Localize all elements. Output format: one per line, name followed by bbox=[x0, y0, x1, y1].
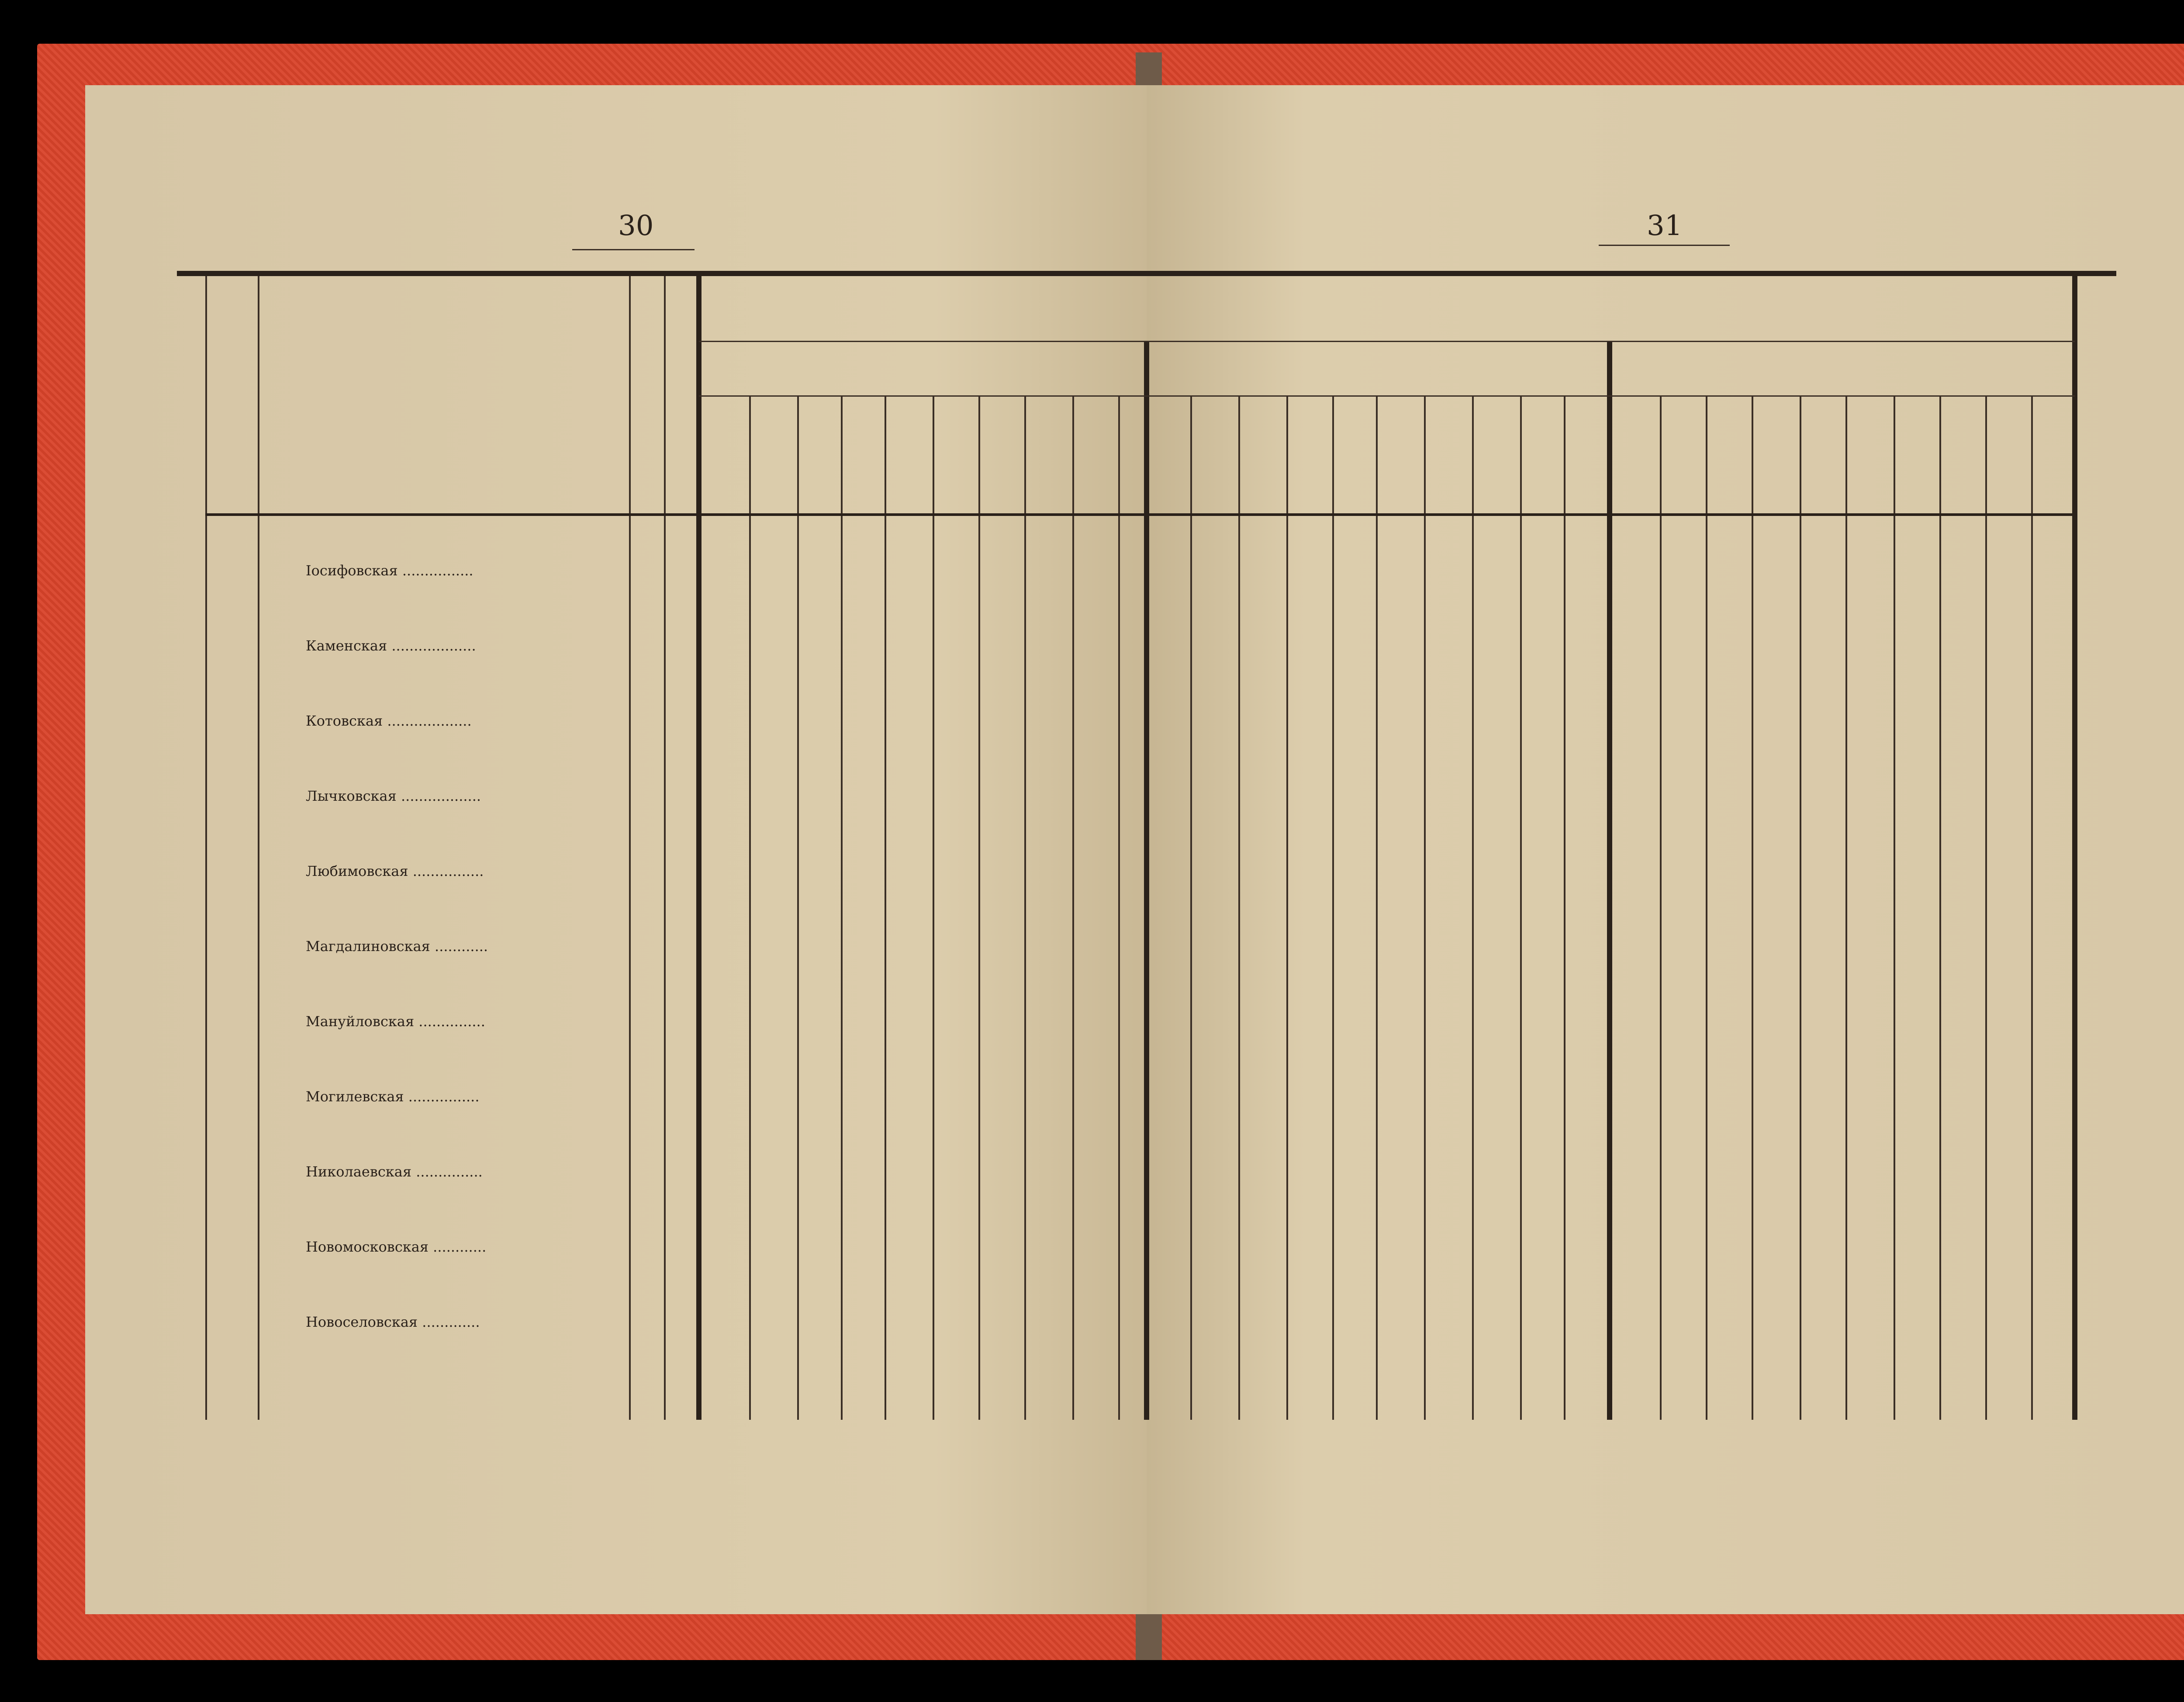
data-column-border bbox=[978, 395, 980, 1420]
right-page-number-rule bbox=[1599, 245, 1730, 246]
data-column-border bbox=[1190, 395, 1192, 1420]
data-column-border bbox=[1072, 395, 1074, 1420]
row-name: Николаевская ............... bbox=[306, 1163, 483, 1180]
data-column-border bbox=[749, 395, 751, 1420]
row-name: Магдалиновская ............ bbox=[306, 938, 488, 955]
data-column-border bbox=[1472, 395, 1474, 1420]
data-column-border bbox=[1752, 395, 1753, 1420]
data-column-border bbox=[1286, 395, 1288, 1420]
right-page-number: 31 bbox=[1647, 210, 1683, 242]
data-column-border bbox=[797, 395, 799, 1420]
count-column-border bbox=[664, 276, 666, 1420]
data-column-border bbox=[1024, 395, 1026, 1420]
data-column-border bbox=[1376, 395, 1378, 1420]
data-column-border bbox=[1607, 341, 1612, 1420]
group-underline bbox=[699, 395, 2075, 397]
row-name: Каменская ................... bbox=[306, 637, 476, 654]
data-column-border bbox=[1520, 395, 1522, 1420]
data-column-border bbox=[1706, 395, 1707, 1420]
left-page-number-rule bbox=[572, 249, 695, 250]
row-name: Мануйловская ............... bbox=[306, 1013, 485, 1030]
data-column-border bbox=[1144, 341, 1149, 1420]
data-column-border bbox=[1939, 395, 1941, 1420]
row-name: Новомосковская ............ bbox=[306, 1238, 487, 1255]
row-name: Любимовская ................ bbox=[306, 863, 484, 879]
data-column-border bbox=[1894, 395, 1895, 1420]
data-column-border bbox=[1985, 395, 1987, 1420]
row-name: Лычковская .................. bbox=[306, 788, 481, 804]
data-column-border bbox=[1332, 395, 1334, 1420]
data-block-border bbox=[696, 276, 702, 1420]
data-column-border bbox=[1564, 395, 1565, 1420]
data-column-border bbox=[1118, 395, 1120, 1420]
data-column-border bbox=[2072, 276, 2077, 1420]
number-column-border bbox=[258, 276, 259, 1420]
row-name: Іосифовская ................ bbox=[306, 562, 473, 579]
data-column-border bbox=[1845, 395, 1847, 1420]
name-column-border bbox=[629, 276, 631, 1420]
data-column-border bbox=[1800, 395, 1801, 1420]
table-left-border bbox=[205, 276, 207, 1420]
data-column-border bbox=[1238, 395, 1240, 1420]
left-page bbox=[85, 85, 1147, 1614]
data-column-border bbox=[933, 395, 934, 1420]
row-name: Новоселовская ............. bbox=[306, 1314, 480, 1330]
left-page-number: 30 bbox=[618, 210, 654, 242]
row-name: Могилевская ................ bbox=[306, 1088, 480, 1105]
data-column-border bbox=[841, 395, 843, 1420]
right-page bbox=[1147, 85, 2184, 1614]
data-column-border bbox=[1424, 395, 1426, 1420]
data-column-border bbox=[885, 395, 886, 1420]
data-column-border bbox=[1660, 395, 1662, 1420]
table-top-rule bbox=[177, 271, 2116, 276]
row-name: Котовская ................... bbox=[306, 713, 472, 729]
title-underline bbox=[699, 341, 2075, 342]
header-bottom-rule bbox=[205, 513, 2075, 516]
data-column-border bbox=[2031, 395, 2033, 1420]
